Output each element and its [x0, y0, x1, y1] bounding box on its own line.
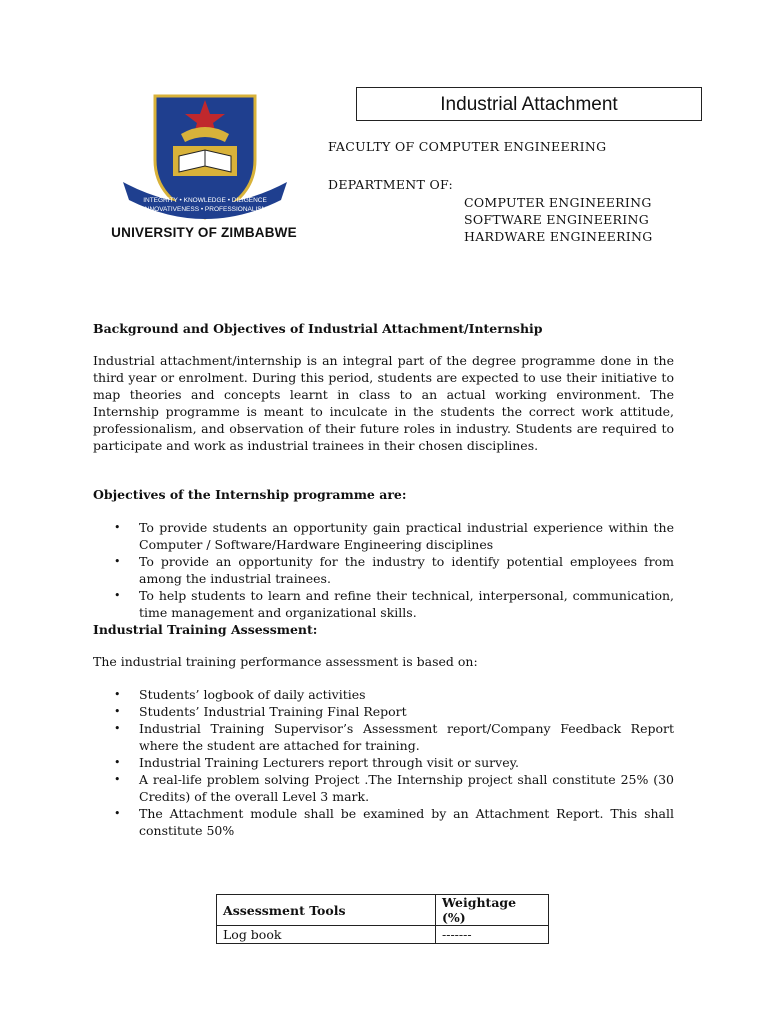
list-item: • To provide students an opportunity gain practical industrial experience within the Computer / Software/Hardware Engineering disciplines — [139, 519, 674, 553]
list-item: • A real-life problem solving Project .The Internship project shall constitute 25% (30 Credits) of the overall Level 3 mark. — [139, 771, 674, 805]
list-item: • To provide an opportunity for the industry to identify potential employees from among the industrial trainees. — [139, 553, 674, 587]
university-name: UNIVERSITY OF ZIMBABWE — [111, 225, 297, 240]
list-item: • Industrial Training Lecturers report through visit or survey. — [139, 754, 674, 771]
svg-text:INTEGRITY • KNOWLEDGE • DILIGE: INTEGRITY • KNOWLEDGE • DILIGENCE — [143, 197, 267, 204]
list-item: • To help students to learn and refine their technical, interpersonal, communication, time management and organizational skills. — [139, 587, 674, 621]
department-label: DEPARTMENT OF: — [328, 177, 454, 192]
table-cell: ------- — [436, 926, 549, 944]
objectives-heading: Objectives of the Internship programme are: — [93, 487, 407, 502]
crest-icon — [121, 90, 289, 225]
document-body — [93, 320, 674, 839]
department-item: HARDWARE ENGINEERING — [464, 229, 653, 244]
svg-text:INNOVATIVENESS • PROFESSIONALI: INNOVATIVENESS • PROFESSIONALISM — [142, 206, 268, 213]
table-header: Assessment Tools — [217, 895, 436, 926]
table-row — [217, 926, 549, 944]
faculty-name: FACULTY OF COMPUTER ENGINEERING — [328, 139, 607, 154]
list-item: • Students’ Industrial Training Final Report — [139, 703, 674, 720]
objectives-list — [93, 519, 674, 621]
department-item: SOFTWARE ENGINEERING — [464, 212, 650, 227]
table-header-row — [217, 895, 549, 926]
background-heading: Background and Objectives of Industrial Attachment/Internship — [93, 321, 543, 336]
table-header: Weightage (%) — [436, 895, 549, 926]
list-item: • The Attachment module shall be examined by an Attachment Report. This shall constitute 50% — [139, 805, 674, 839]
department-list — [464, 194, 653, 245]
list-item: • Industrial Training Supervisor’s Assessment report/Company Feedback Report where the student are attached for training. — [139, 720, 674, 754]
department-item: COMPUTER ENGINEERING — [464, 195, 652, 210]
background-paragraph: Industrial attachment/internship is an integral part of the degree programme done in the third year or enrolment. During this period, students are expected to use their initiative to map theories and concepts learnt in class to an actual working environment. The Internship programme is meant to inculcate in the students the correct work attitude, professionalism, and observation of their future roles in industry. Students are required to participate and work as industrial trainees in their chosen disciplines. — [93, 353, 674, 453]
assessment-intro: The industrial training performance assessment is based on: — [93, 654, 478, 669]
assessment-list — [93, 686, 674, 839]
university-logo — [93, 88, 315, 244]
assessment-heading: Industrial Training Assessment: — [93, 622, 318, 637]
list-item: • Students’ logbook of daily activities — [139, 686, 674, 703]
table-cell: Log book — [217, 926, 436, 944]
assessment-table — [216, 894, 549, 944]
page-title: Industrial Attachment — [356, 87, 702, 121]
